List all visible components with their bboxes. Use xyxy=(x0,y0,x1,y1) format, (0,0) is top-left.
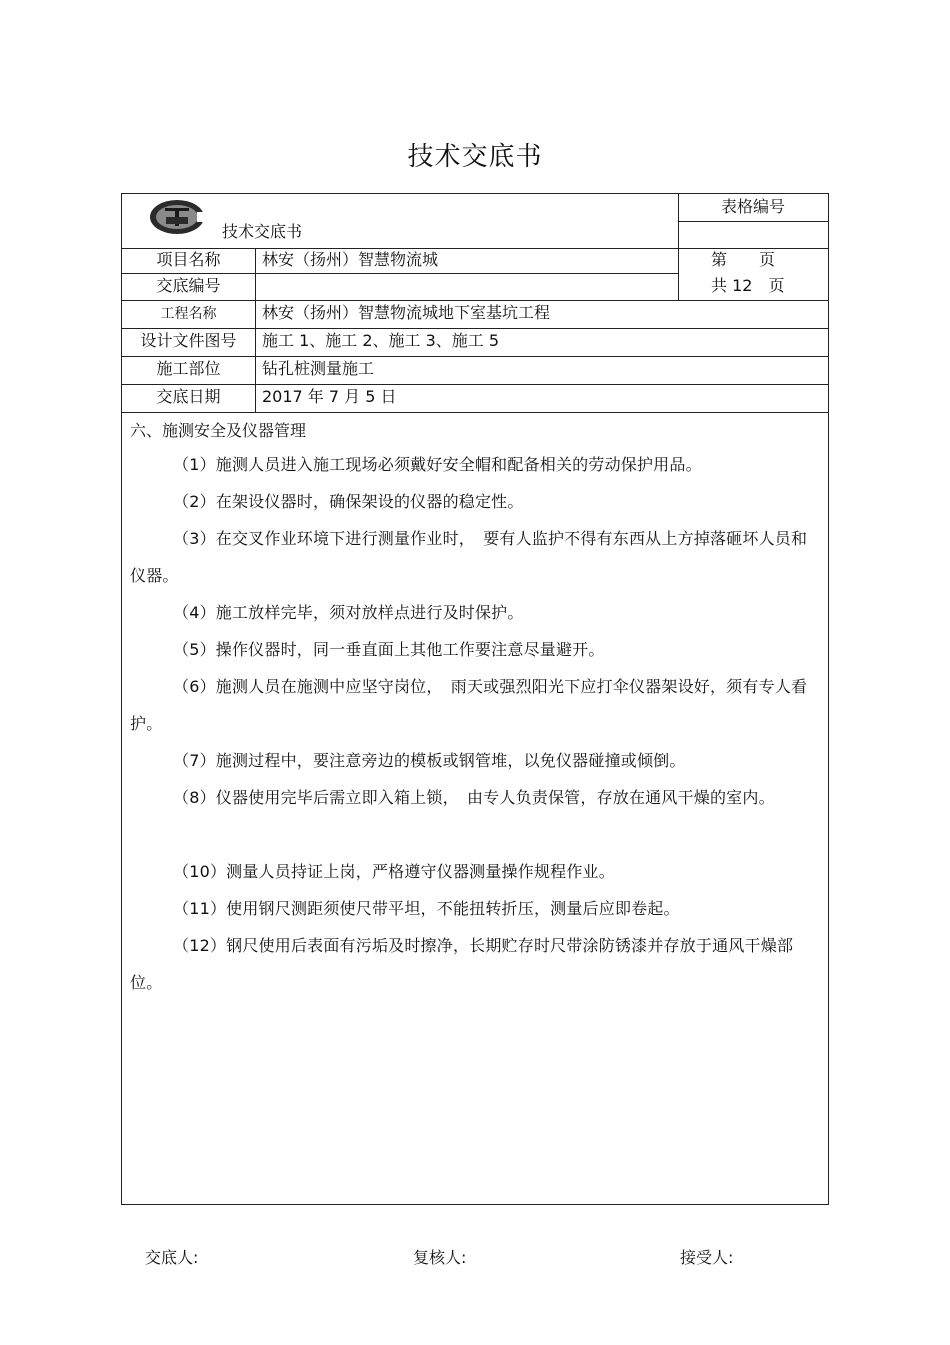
engineering-name-value: 林安（扬州）智慧物流城地下室基坑工程 xyxy=(262,303,551,322)
paragraph: （3）在交叉作业环境下进行测量作业时， 要有人监护不得有东西从上方掉落砸坏人员和仪器。 xyxy=(130,529,808,585)
reviewer-signature-label: 复核人: xyxy=(413,1248,467,1267)
paragraph: （5）操作仪器时，同一垂直面上其他工作要注意尽量避开。 xyxy=(173,640,605,659)
section-heading: 六、施测安全及仪器管理 xyxy=(130,421,307,440)
paragraph: （1）施测人员进入施工现场必须戴好安全帽和配备相关的劳动保护用品。 xyxy=(173,455,702,474)
construction-part-label: 施工部位 xyxy=(156,359,221,378)
disclosure-form xyxy=(121,193,829,1205)
divider xyxy=(122,412,828,413)
divider xyxy=(678,221,828,222)
divider xyxy=(122,300,828,301)
page-number: 第 页 xyxy=(711,250,776,269)
divider xyxy=(122,248,828,249)
form-number-label: 表格编号 xyxy=(720,197,785,216)
divider xyxy=(122,273,678,274)
paragraph: （10）测量人员持证上岗，严格遵守仪器测量操作规程作业。 xyxy=(173,862,615,881)
receiver-signature-label: 接受人: xyxy=(680,1248,734,1267)
paragraph: （2）在架设仪器时，确保架设的仪器的稳定性。 xyxy=(173,492,524,511)
project-name-value: 林安（扬州）智慧物流城 xyxy=(262,250,439,269)
design-doc-value: 施工 1、施工 2、施工 3、施工 5 xyxy=(262,331,500,350)
paragraph: （12）钢尺使用后表面有污垢及时擦净，长期贮存时尺带涂防锈漆并存放于通风干燥部位。 xyxy=(130,936,794,992)
construction-part-value: 钻孔桩测量施工 xyxy=(262,359,375,378)
form-title: 技术交底书 xyxy=(222,222,303,241)
project-name-label: 项目名称 xyxy=(156,250,221,269)
divider xyxy=(122,384,828,385)
paragraph: （4）施工放样完毕，须对放样点进行及时保护。 xyxy=(173,603,524,622)
divider xyxy=(122,328,828,329)
paragraph: （11）使用钢尺测距须使尺带平坦，不能扭转折压，测量后应即卷起。 xyxy=(173,899,680,918)
design-doc-label: 设计文件图号 xyxy=(140,331,237,350)
paragraph: （8）仪器使用完毕后需立即入箱上锁， 由专人负责保管，存放在通风干燥的室内。 xyxy=(173,788,775,807)
document-title: 技术交底书 xyxy=(407,142,543,172)
paragraph: （6）施测人员在施测中应坚守岗位， 雨天或强烈阳光下应打伞仪器架设好，须有专人看护。 xyxy=(130,677,808,733)
divider xyxy=(255,248,256,412)
engineering-name-label: 工程名称 xyxy=(160,306,217,322)
disclosure-date-label: 交底日期 xyxy=(156,387,221,406)
divider xyxy=(122,356,828,357)
paragraph: （7）施测过程中，要注意旁边的模板或钢管堆，以免仪器碰撞或倾倒。 xyxy=(173,751,686,770)
company-logo xyxy=(149,198,209,236)
page-total: 共 12 页 xyxy=(711,276,785,295)
discloser-signature-label: 交底人: xyxy=(145,1248,199,1267)
disclosure-no-label: 交底编号 xyxy=(156,276,221,295)
disclosure-date-value: 2017 年 7 月 5 日 xyxy=(262,387,397,406)
